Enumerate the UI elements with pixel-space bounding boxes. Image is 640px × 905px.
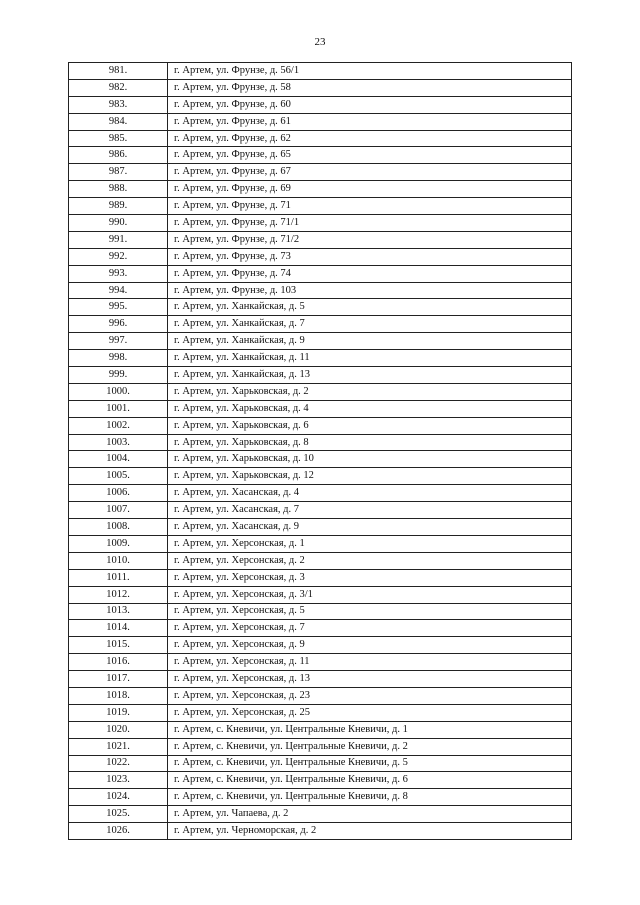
row-address: г. Артем, с. Кневичи, ул. Центральные Кневичи, д. 2 xyxy=(168,738,572,755)
table-row xyxy=(69,721,572,738)
row-address: г. Артем, ул. Харьковская, д. 10 xyxy=(168,451,572,468)
table-row xyxy=(69,231,572,248)
row-number: 1004. xyxy=(69,451,168,468)
row-number: 1012. xyxy=(69,586,168,603)
row-number: 989. xyxy=(69,198,168,215)
row-address: г. Артем, ул. Херсонская, д. 11 xyxy=(168,654,572,671)
row-address: г. Артем, ул. Херсонская, д. 1 xyxy=(168,535,572,552)
row-number: 1024. xyxy=(69,789,168,806)
table-row xyxy=(69,367,572,384)
row-address: г. Артем, с. Кневичи, ул. Центральные Кневичи, д. 1 xyxy=(168,721,572,738)
table-row xyxy=(69,569,572,586)
table-row xyxy=(69,299,572,316)
row-address: г. Артем, ул. Хасанская, д. 7 xyxy=(168,502,572,519)
table-row xyxy=(69,823,572,840)
table-row xyxy=(69,181,572,198)
row-number: 1023. xyxy=(69,772,168,789)
row-address: г. Артем, ул. Херсонская, д. 7 xyxy=(168,620,572,637)
table-row xyxy=(69,451,572,468)
row-number: 1009. xyxy=(69,535,168,552)
row-number: 1020. xyxy=(69,721,168,738)
row-address: г. Артем, ул. Харьковская, д. 8 xyxy=(168,434,572,451)
row-address: г. Артем, ул. Хасанская, д. 9 xyxy=(168,519,572,536)
row-number: 1018. xyxy=(69,687,168,704)
row-number: 1016. xyxy=(69,654,168,671)
row-address: г. Артем, ул. Фрунзе, д. 60 xyxy=(168,96,572,113)
table-row xyxy=(69,79,572,96)
row-number: 1000. xyxy=(69,383,168,400)
row-number: 1015. xyxy=(69,637,168,654)
table-row xyxy=(69,806,572,823)
table-row xyxy=(69,316,572,333)
row-number: 991. xyxy=(69,231,168,248)
row-address: г. Артем, с. Кневичи, ул. Центральные Кневичи, д. 8 xyxy=(168,789,572,806)
table-row xyxy=(69,248,572,265)
row-address: г. Артем, ул. Черноморская, д. 2 xyxy=(168,823,572,840)
table-row xyxy=(69,738,572,755)
row-address: г. Артем, ул. Харьковская, д. 4 xyxy=(168,400,572,417)
row-address: г. Артем, ул. Чапаева, д. 2 xyxy=(168,806,572,823)
row-number: 987. xyxy=(69,164,168,181)
row-address: г. Артем, ул. Ханкайская, д. 11 xyxy=(168,350,572,367)
table-row xyxy=(69,147,572,164)
row-address: г. Артем, ул. Херсонская, д. 9 xyxy=(168,637,572,654)
row-number: 993. xyxy=(69,265,168,282)
row-number: 1021. xyxy=(69,738,168,755)
table-row xyxy=(69,198,572,215)
row-address: г. Артем, ул. Фрунзе, д. 67 xyxy=(168,164,572,181)
row-address: г. Артем, ул. Херсонская, д. 13 xyxy=(168,671,572,688)
row-address: г. Артем, ул. Херсонская, д. 23 xyxy=(168,687,572,704)
table-row xyxy=(69,215,572,232)
row-number: 1025. xyxy=(69,806,168,823)
table-row xyxy=(69,552,572,569)
row-address: г. Артем, ул. Фрунзе, д. 65 xyxy=(168,147,572,164)
row-address: г. Артем, ул. Фрунзе, д. 71/1 xyxy=(168,215,572,232)
row-address: г. Артем, ул. Херсонская, д. 3 xyxy=(168,569,572,586)
row-address: г. Артем, ул. Херсонская, д. 2 xyxy=(168,552,572,569)
address-table-body xyxy=(69,63,572,840)
table-row xyxy=(69,535,572,552)
row-number: 994. xyxy=(69,282,168,299)
row-number: 998. xyxy=(69,350,168,367)
row-address: г. Артем, ул. Фрунзе, д. 74 xyxy=(168,265,572,282)
row-address: г. Артем, ул. Фрунзе, д. 62 xyxy=(168,130,572,147)
table-row xyxy=(69,603,572,620)
row-number: 1005. xyxy=(69,468,168,485)
row-address: г. Артем, с. Кневичи, ул. Центральные Кневичи, д. 6 xyxy=(168,772,572,789)
table-row xyxy=(69,400,572,417)
row-address: г. Артем, ул. Хасанская, д. 4 xyxy=(168,485,572,502)
row-number: 985. xyxy=(69,130,168,147)
row-address: г. Артем, ул. Харьковская, д. 2 xyxy=(168,383,572,400)
row-address: г. Артем, ул. Фрунзе, д. 56/1 xyxy=(168,63,572,80)
table-row xyxy=(69,772,572,789)
row-address: г. Артем, ул. Ханкайская, д. 5 xyxy=(168,299,572,316)
table-row xyxy=(69,63,572,80)
table-row xyxy=(69,704,572,721)
row-number: 990. xyxy=(69,215,168,232)
table-row xyxy=(69,113,572,130)
row-number: 1026. xyxy=(69,823,168,840)
row-address: г. Артем, ул. Херсонская, д. 3/1 xyxy=(168,586,572,603)
row-number: 984. xyxy=(69,113,168,130)
row-number: 982. xyxy=(69,79,168,96)
row-number: 981. xyxy=(69,63,168,80)
row-number: 997. xyxy=(69,333,168,350)
row-number: 1013. xyxy=(69,603,168,620)
row-number: 1007. xyxy=(69,502,168,519)
table-row xyxy=(69,671,572,688)
row-number: 1006. xyxy=(69,485,168,502)
row-address: г. Артем, ул. Фрунзе, д. 73 xyxy=(168,248,572,265)
row-number: 995. xyxy=(69,299,168,316)
page-number: 23 xyxy=(314,36,326,48)
row-number: 1019. xyxy=(69,704,168,721)
row-address: г. Артем, ул. Фрунзе, д. 69 xyxy=(168,181,572,198)
row-number: 999. xyxy=(69,367,168,384)
row-number: 1017. xyxy=(69,671,168,688)
table-row xyxy=(69,350,572,367)
table-row xyxy=(69,620,572,637)
row-number: 1022. xyxy=(69,755,168,772)
row-address: г. Артем, с. Кневичи, ул. Центральные Кневичи, д. 5 xyxy=(168,755,572,772)
row-number: 988. xyxy=(69,181,168,198)
table-row xyxy=(69,502,572,519)
row-address: г. Артем, ул. Ханкайская, д. 7 xyxy=(168,316,572,333)
table-row xyxy=(69,468,572,485)
row-number: 1011. xyxy=(69,569,168,586)
row-address: г. Артем, ул. Фрунзе, д. 103 xyxy=(168,282,572,299)
row-number: 986. xyxy=(69,147,168,164)
table-row xyxy=(69,333,572,350)
row-number: 1008. xyxy=(69,519,168,536)
table-row xyxy=(69,282,572,299)
row-address: г. Артем, ул. Ханкайская, д. 9 xyxy=(168,333,572,350)
table-row xyxy=(69,265,572,282)
row-address: г. Артем, ул. Фрунзе, д. 58 xyxy=(168,79,572,96)
row-address: г. Артем, ул. Фрунзе, д. 71/2 xyxy=(168,231,572,248)
row-number: 1010. xyxy=(69,552,168,569)
table-row xyxy=(69,519,572,536)
row-address: г. Артем, ул. Херсонская, д. 25 xyxy=(168,704,572,721)
table-row xyxy=(69,687,572,704)
row-number: 992. xyxy=(69,248,168,265)
table-row xyxy=(69,637,572,654)
row-number: 983. xyxy=(69,96,168,113)
table-row xyxy=(69,417,572,434)
row-number: 996. xyxy=(69,316,168,333)
table-row xyxy=(69,96,572,113)
table-row xyxy=(69,130,572,147)
table-row xyxy=(69,164,572,181)
row-address: г. Артем, ул. Харьковская, д. 6 xyxy=(168,417,572,434)
table-row xyxy=(69,485,572,502)
row-address: г. Артем, ул. Ханкайская, д. 13 xyxy=(168,367,572,384)
row-address: г. Артем, ул. Фрунзе, д. 71 xyxy=(168,198,572,215)
row-number: 1002. xyxy=(69,417,168,434)
row-address: г. Артем, ул. Херсонская, д. 5 xyxy=(168,603,572,620)
table-row xyxy=(69,755,572,772)
row-number: 1003. xyxy=(69,434,168,451)
row-number: 1014. xyxy=(69,620,168,637)
table-row xyxy=(69,383,572,400)
row-number: 1001. xyxy=(69,400,168,417)
table-row xyxy=(69,789,572,806)
table-row xyxy=(69,434,572,451)
table-row xyxy=(69,586,572,603)
address-table xyxy=(68,62,572,840)
table-row xyxy=(69,654,572,671)
row-address: г. Артем, ул. Фрунзе, д. 61 xyxy=(168,113,572,130)
row-address: г. Артем, ул. Харьковская, д. 12 xyxy=(168,468,572,485)
